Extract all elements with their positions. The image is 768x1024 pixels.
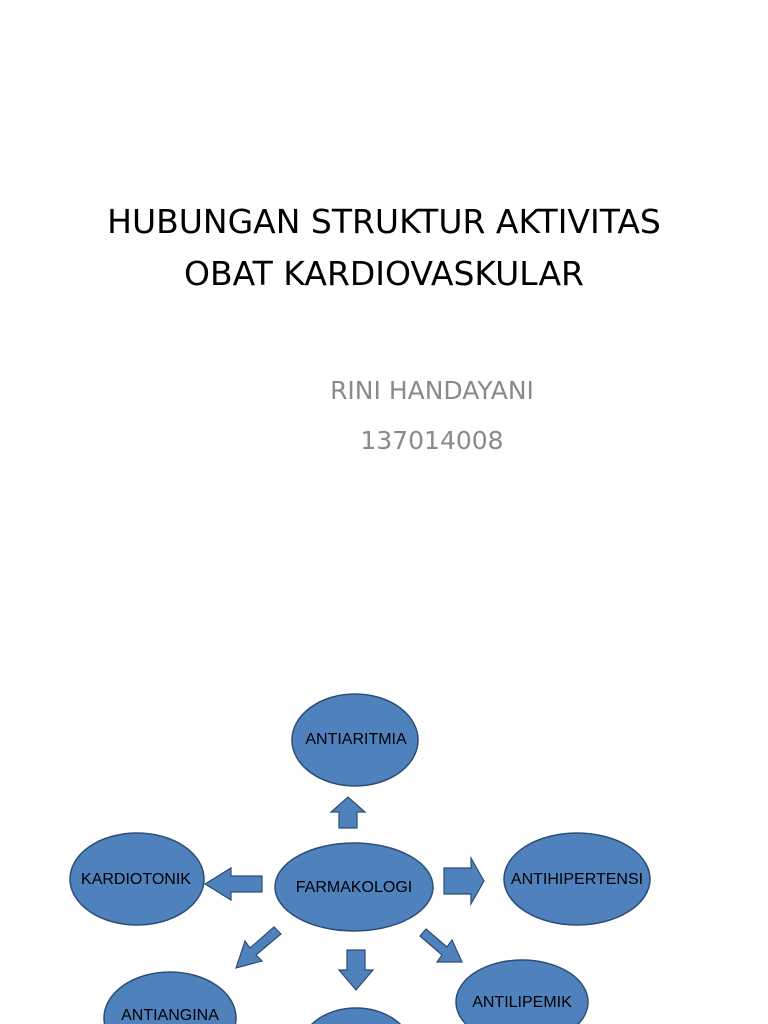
label-antiaritmia: ANTIARITMIA <box>305 731 407 749</box>
label-farmakologi: FARMAKOLOGI <box>295 879 413 897</box>
label-antihipertensi: ANTIHIPERTENSI <box>510 871 644 889</box>
arrow-down-icon <box>339 950 373 990</box>
arrow-left-icon <box>205 868 262 900</box>
arrow-down-right-icon <box>420 929 462 962</box>
author-name: RINI HANDAYANI <box>330 376 534 405</box>
title-line-2: OBAT KARDIOVASKULAR <box>184 254 584 293</box>
author-id: 137014008 <box>360 426 504 455</box>
node-antilipemik <box>456 960 588 1024</box>
label-antiangina: ANTIANGINA <box>121 1007 219 1024</box>
node-bottom <box>300 1008 412 1024</box>
label-antilipemik: ANTILIPEMIK <box>472 994 572 1012</box>
title-line-1: HUBUNGAN STRUKTUR AKTIVITAS <box>107 202 661 241</box>
arrow-right-icon <box>444 858 484 904</box>
arrow-up-icon <box>331 797 365 828</box>
label-kardiotonik: KARDIOTONIK <box>81 871 191 889</box>
arrow-down-left-icon <box>236 927 281 968</box>
